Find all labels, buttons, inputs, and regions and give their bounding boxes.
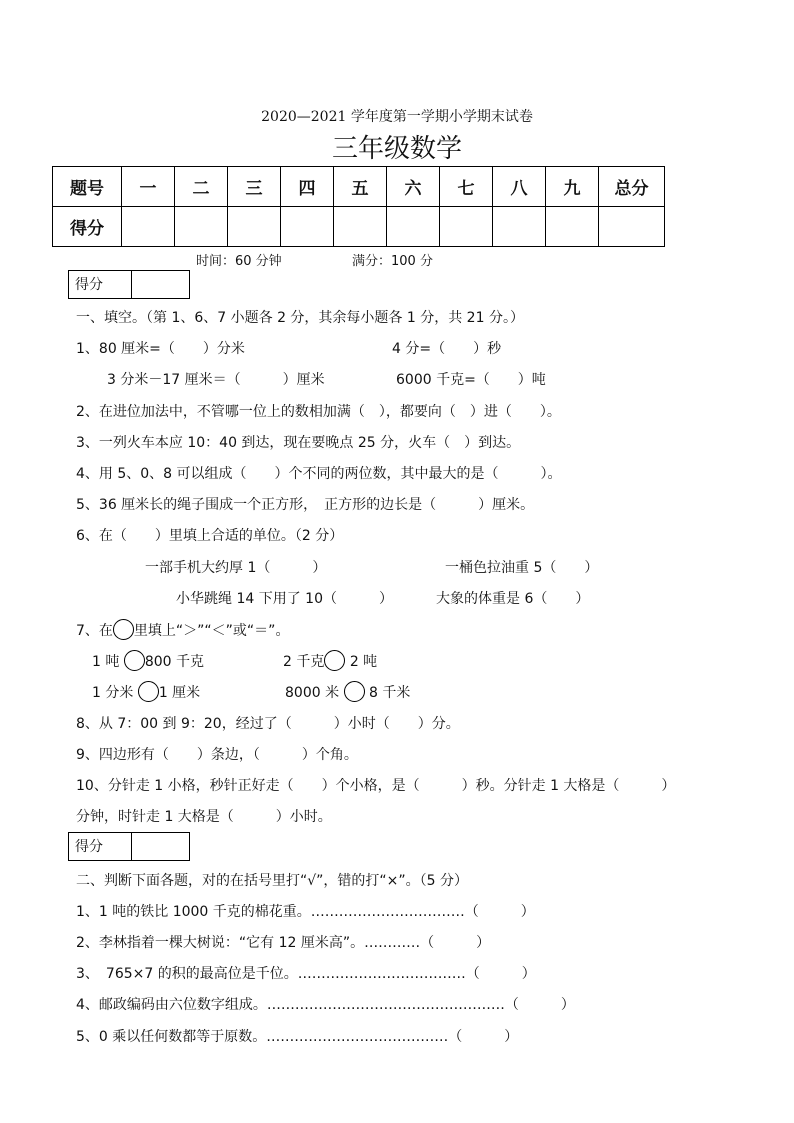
score-table-cell: 四 xyxy=(281,167,334,207)
score-table-cell: 得分 xyxy=(53,207,122,247)
score-entry-cell[interactable] xyxy=(334,207,387,247)
score-entry-cell[interactable] xyxy=(175,207,228,247)
score-box-label: 得分 xyxy=(75,839,103,855)
question-7 xyxy=(76,619,289,640)
score-entry-cell[interactable] xyxy=(122,207,175,247)
judge-question-4: 4、邮政编码由六位数字组成。……………………………………………（ ） xyxy=(76,997,575,1013)
question-4: 4、用 5、0、8 可以组成（ ）个不同的两位数，其中最大的是（ ）。 xyxy=(76,466,562,482)
judge-question-5: 5、0 乘以任何数都等于原数。…………………………………（ ） xyxy=(76,1029,519,1045)
judge-question-3: 3、 765×7 的积的最高位是千位。………………………………（ ） xyxy=(76,966,536,982)
compare-right: 1 厘米 xyxy=(158,685,201,701)
score-table-cell: 题号 xyxy=(53,167,122,207)
score-table-cell: 六 xyxy=(387,167,440,207)
compare-left: 1 吨 xyxy=(92,654,120,670)
score-table-cell: 一 xyxy=(122,167,175,207)
question-6c: 小华跳绳 14 下用了 10（ ） xyxy=(176,591,393,607)
question-2: 2、在进位加法中，不管哪一位上的数相加满（ ），都要向（ ）进（ ）。 xyxy=(76,404,561,420)
section1-heading: 一、填空。（第 1、6、7 小题各 2 分，其余每小题各 1 分，共 21 分。） xyxy=(76,310,524,326)
score-box-divider xyxy=(131,271,132,298)
question-6b: 一桶色拉油重 5（ ） xyxy=(445,560,599,576)
score-table xyxy=(52,166,665,247)
compare-right: 800 千克 xyxy=(144,654,204,670)
section2-heading: 二、判断下面各题，对的在括号里打“√”，错的打“×”。（5 分） xyxy=(76,873,469,889)
score-entry-cell[interactable] xyxy=(281,207,334,247)
compare-circle-icon[interactable] xyxy=(138,681,159,702)
compare-item-3 xyxy=(92,681,200,702)
question-10b: 分钟，时针走 1 大格是（ ）小时。 xyxy=(76,809,332,825)
compare-circle-icon[interactable] xyxy=(324,650,345,671)
score-entry-cell[interactable] xyxy=(546,207,599,247)
compare-left: 8000 米 xyxy=(285,685,340,701)
full-score-info: 满分：100 分 xyxy=(352,254,433,269)
question-1c: 3 分米－17 厘米＝（ ）厘米 xyxy=(107,372,325,388)
score-table-score-row xyxy=(53,207,665,247)
score-table-cell: 三 xyxy=(228,167,281,207)
score-table-cell: 总分 xyxy=(599,167,665,207)
score-entry-cell[interactable] xyxy=(493,207,546,247)
question-7-prefix: 7、在 xyxy=(76,623,113,639)
exam-subtitle: 2020—2021 学年度第一学期小学期末试卷 xyxy=(261,109,533,125)
question-9: 9、四边形有（ ）条边，（ ）个角。 xyxy=(76,747,358,763)
question-1b: 4 分=（ ）秒 xyxy=(392,341,502,357)
compare-item-2 xyxy=(283,650,377,671)
score-entry-cell[interactable] xyxy=(387,207,440,247)
score-entry-cell[interactable] xyxy=(228,207,281,247)
question-1d: 6000 千克=（ ）吨 xyxy=(396,372,546,388)
question-10a: 10、分针走 1 小格，秒针正好走（ ）个小格，是（ ）秒。分针走 1 大格是（ ） xyxy=(76,778,676,794)
compare-item-4 xyxy=(285,681,410,702)
score-entry-cell[interactable] xyxy=(440,207,493,247)
score-table-cell: 八 xyxy=(493,167,546,207)
question-3: 3、一列火车本应 10：40 到达，现在要晚点 25 分，火车（ ）到达。 xyxy=(76,435,521,451)
compare-right: 2 吨 xyxy=(349,654,378,670)
score-table-cell: 二 xyxy=(175,167,228,207)
score-table-header-row xyxy=(53,167,665,207)
question-6d: 大象的体重是 6（ ） xyxy=(436,591,590,607)
judge-question-1: 1、1 吨的铁比 1000 千克的棉花重。……………………………（ ） xyxy=(76,904,535,920)
section-score-box xyxy=(68,270,190,299)
compare-left: 2 千克 xyxy=(283,654,325,670)
question-1a: 1、80 厘米=（ ）分米 xyxy=(76,341,245,357)
compare-circle-icon[interactable] xyxy=(344,681,365,702)
compare-left: 1 分米 xyxy=(92,685,134,701)
question-7-suffix: 里填上“＞”“＜”或“＝”。 xyxy=(133,623,290,639)
section-score-box xyxy=(68,832,190,861)
question-5: 5、36 厘米长的绳子围成一个正方形， 正方形的边长是（ ）厘米。 xyxy=(76,497,535,513)
judge-question-2: 2、李林指着一棵大树说：“它有 12 厘米高”。…………（ ） xyxy=(76,935,491,951)
score-box-label: 得分 xyxy=(75,277,103,293)
score-table-cell: 九 xyxy=(546,167,599,207)
compare-circle-icon xyxy=(113,619,134,640)
score-table-cell: 五 xyxy=(334,167,387,207)
compare-right: 8 千米 xyxy=(369,685,411,701)
compare-item-1 xyxy=(92,650,204,671)
question-6: 6、在（ ）里填上合适的单位。（2 分） xyxy=(76,528,344,544)
compare-circle-icon[interactable] xyxy=(124,650,145,671)
score-box-divider xyxy=(131,833,132,860)
exam-title: 三年级数学 xyxy=(331,134,462,164)
score-entry-cell[interactable] xyxy=(599,207,665,247)
question-8: 8、从 7：00 到 9：20，经过了（ ）小时（ ）分。 xyxy=(76,716,460,732)
time-info: 时间：60 分钟 xyxy=(196,254,282,269)
score-table-cell: 七 xyxy=(440,167,493,207)
question-6a: 一部手机大约厚 1（ ） xyxy=(145,560,327,576)
